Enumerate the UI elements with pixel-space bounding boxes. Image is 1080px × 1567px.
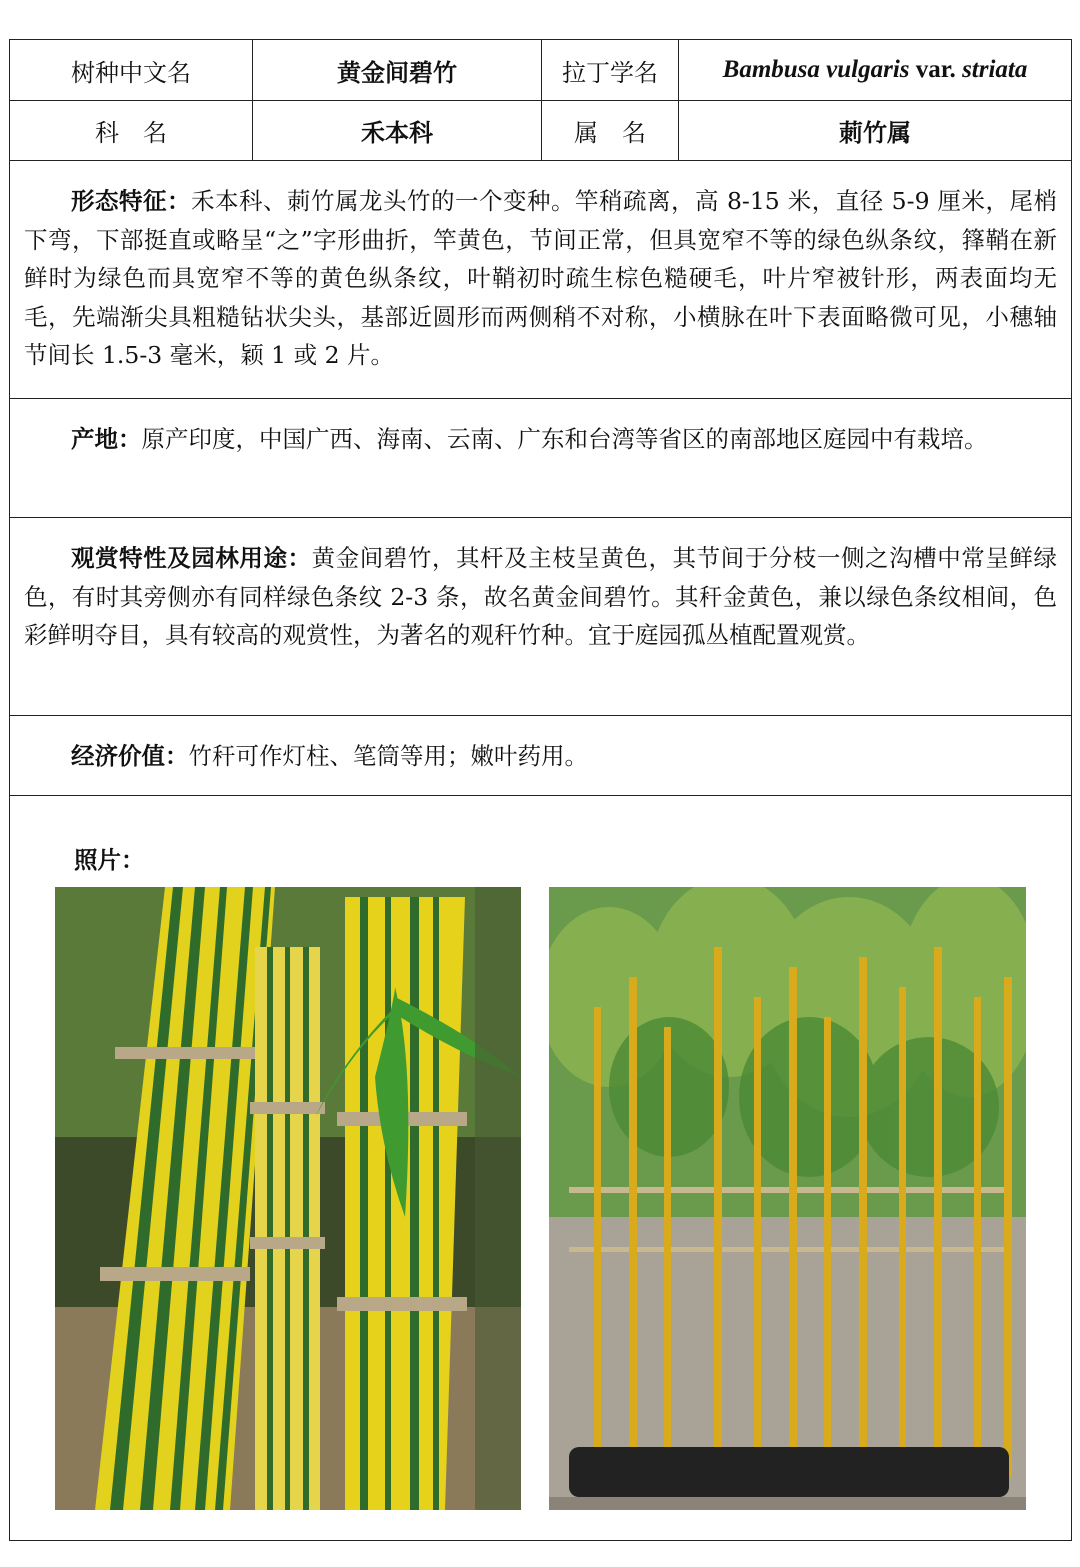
latin-epithet: striata <box>962 56 1028 83</box>
economic-text: 竹秆可作灯柱、笔筒等用；嫩叶药用。 <box>188 742 588 770</box>
economic-label: 经济价值： <box>71 742 189 770</box>
cn-name-value: 黄金间碧竹 <box>253 40 542 100</box>
ornamental-section <box>10 518 1071 716</box>
origin-text: 原产印度，中国广西、海南、云南、广东和台湾等省区的南部地区庭园中有栽培。 <box>141 425 988 453</box>
photo-bamboo-grove <box>549 887 1026 1510</box>
photo-section <box>10 796 1071 1540</box>
header-row-2 <box>10 101 1071 161</box>
morphology-text: 禾本科、莿竹属龙头竹的一个变种。竿稍疏离，高 8-15 米，直径 5-9 厘米，尾梢下弯，下部挺直或略呈“之”字形曲折，竿黄色，节间正常，但具宽窄不等的绿色纵条纹，箨鞘在新鲜时为绿色而具宽窄不等的黄色纵条纹，叶鞘初时疏生棕色糙硬毛，叶片窄被针形，两表面均无毛，先端渐尖具粗糙钻状尖头，基部近圆形而两侧稍不对称，小横脉在叶下表面略微可见，小穗轴节间长 1.5-3 毫米，颖 1 或 2 片。 <box>24 187 1057 369</box>
family-label: 科 名 <box>10 101 253 160</box>
photo-label: 照片： <box>74 846 145 874</box>
latin-name-label: 拉丁学名 <box>542 40 679 100</box>
species-info-table <box>9 39 1072 1541</box>
ornamental-label: 观赏特性及园林用途： <box>71 544 312 572</box>
bamboo-culm-closeup-image <box>55 887 521 1510</box>
latin-var: var. <box>909 56 963 83</box>
origin-section <box>10 399 1071 518</box>
genus-label: 属 名 <box>542 101 679 160</box>
morphology-section <box>10 161 1071 399</box>
latin-binomial: Bambusa vulgaris <box>722 56 910 83</box>
ornamental-text: 黄金间碧竹，其杆及主枝呈黄色，其节间于分枝一侧之沟槽中常呈鲜绿色，有时其旁侧亦有同样绿色条纹 2-3 条，故名黄金间碧竹。其秆金黄色，兼以绿色条纹相间，色彩鲜明夺目，具有较高的观赏性，为著名的观秆竹种。宜于庭园孤丛植配置观赏。 <box>24 544 1057 649</box>
latin-name-value <box>679 40 1071 100</box>
genus-value: 莿竹属 <box>839 118 911 147</box>
origin-label: 产地： <box>71 425 142 453</box>
economic-section <box>10 716 1071 796</box>
header-row-1 <box>10 40 1071 101</box>
cn-name-label: 树种中文名 <box>10 40 253 100</box>
family-value: 禾本科 <box>253 101 542 160</box>
photo-culm-closeup <box>55 887 521 1510</box>
morphology-label: 形态特征： <box>71 187 191 215</box>
bamboo-grove-image <box>549 887 1026 1510</box>
